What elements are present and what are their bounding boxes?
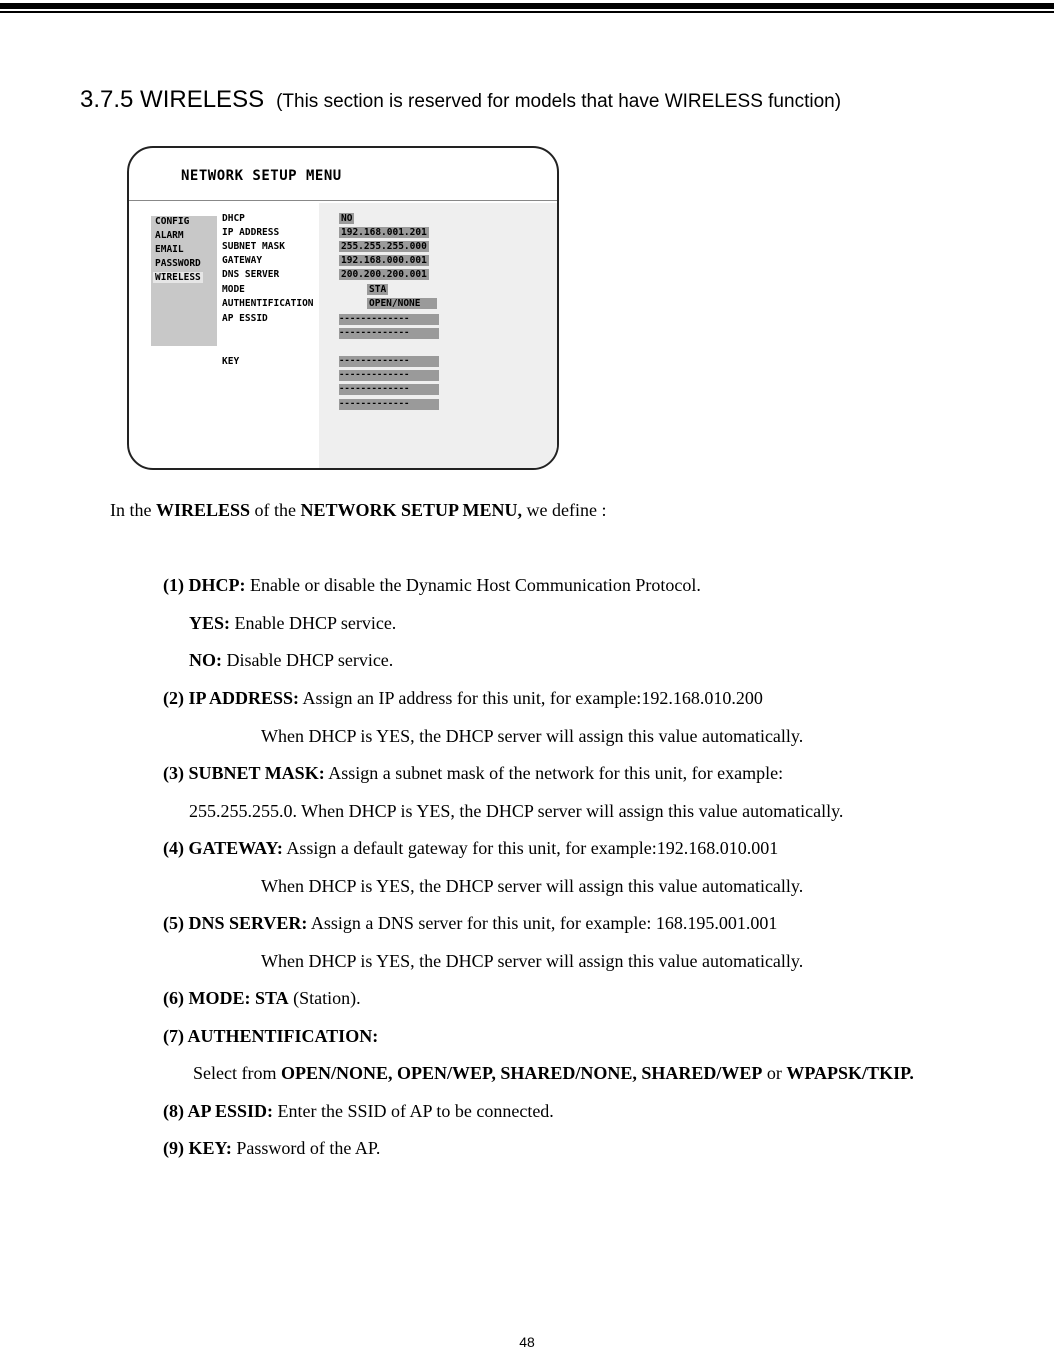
intro-wireless: WIRELESS [155, 500, 251, 520]
label-dhcp: DHCP [222, 213, 245, 224]
item-dns-text: Assign a DNS server for this unit, for example: 168.195.001.001 [307, 913, 778, 933]
label-gateway: GATEWAY [222, 255, 263, 266]
top-rule-thin [0, 11, 1054, 13]
label-mode: MODE [222, 284, 245, 295]
item-essid-label: (8) AP ESSID: [163, 1101, 274, 1121]
item-dhcp-label: (1) DHCP: [163, 575, 246, 595]
value-ip: 192.168.001.201 [341, 227, 427, 238]
value-mode: STA [369, 284, 387, 295]
item-yes [189, 613, 396, 634]
section-note: (This section is reserved for models that have WIRELESS function) [276, 91, 842, 112]
item-yes-label: YES: [189, 613, 231, 633]
item-dns-note: When DHCP is YES, the DHCP server will assign this value automatically. [261, 951, 804, 971]
item-key-text: Password of the AP. [231, 1138, 381, 1158]
intro-suffix: we define : [522, 500, 607, 520]
item-dns-label: (5) DNS SERVER: [163, 913, 308, 933]
item-auth-label: (7) AUTHENTIFICATION: [163, 1026, 379, 1046]
item-dns [163, 913, 777, 934]
item-dhcp-text: Enable or disable the Dynamic Host Communication Protocol. [245, 575, 701, 595]
value-gateway: 192.168.000.001 [341, 255, 427, 266]
essid-field-1: ------------- [339, 314, 439, 325]
intro-paragraph [110, 500, 607, 521]
item-mode-label: (6) MODE: STA [163, 988, 289, 1008]
value-dns: 200.200.200.001 [341, 269, 427, 280]
item-auth-options [193, 1063, 914, 1084]
key-field-3: ------------- [339, 384, 439, 395]
menu-item-password: PASSWORD [155, 258, 201, 269]
item-gateway-label: (4) GATEWAY: [163, 838, 283, 858]
key-field-1: ------------- [339, 356, 439, 367]
value-dhcp: NO [341, 213, 353, 224]
screen-title: NETWORK SETUP MENU [181, 168, 342, 184]
item-mask [163, 763, 783, 784]
auth-options-list: OPEN/NONE, OPEN/WEP, SHARED/NONE, SHARED/WEP [280, 1063, 763, 1083]
item-ip-text: Assign an IP address for this unit, for example:192.168.010.200 [299, 688, 763, 708]
item-ip-note: When DHCP is YES, the DHCP server will assign this value automatically. [261, 726, 804, 746]
page-number: 48 [519, 1334, 535, 1350]
key-field-4: ------------- [339, 399, 439, 410]
auth-option-wpapsk: WPAPSK/TKIP. [786, 1063, 914, 1083]
screen-divider [129, 200, 557, 201]
item-gateway-text: Assign a default gateway for this unit, for example:192.168.010.001 [282, 838, 779, 858]
menu-item-wireless: WIRELESS [155, 272, 201, 283]
section-title: 3.7.5 WIRELESS [80, 86, 265, 113]
item-key-label: (9) KEY: [163, 1138, 232, 1158]
menu-item-config: CONFIG [155, 216, 190, 227]
item-ip [163, 688, 763, 709]
label-essid: AP ESSID [222, 313, 268, 324]
item-mode-text: (Station). [288, 988, 361, 1008]
item-ip-label: (2) IP ADDRESS: [163, 688, 300, 708]
item-essid-text: Enter the SSID of AP to be connected. [273, 1101, 554, 1121]
item-dhcp [163, 575, 701, 596]
item-gateway-note: When DHCP is YES, the DHCP server will assign this value automatically. [261, 876, 804, 896]
label-mask: SUBNET MASK [222, 241, 285, 252]
item-no-label: NO: [189, 650, 222, 670]
label-key: KEY [222, 356, 240, 367]
label-auth: AUTHENTIFICATION [222, 298, 314, 309]
label-dns: DNS SERVER [222, 269, 280, 280]
item-mask-label: (3) SUBNET MASK: [163, 763, 325, 783]
item-mask-text: Assign a subnet mask of the network for this unit, for example: [324, 763, 784, 783]
label-ip: IP ADDRESS [222, 227, 280, 238]
item-no-text: Disable DHCP service. [222, 650, 394, 670]
intro-prefix: In the [110, 500, 156, 520]
item-key [163, 1138, 380, 1159]
essid-field-2: ------------- [339, 328, 439, 339]
auth-select-prefix: Select from [193, 1063, 281, 1083]
value-mask: 255.255.255.000 [341, 241, 427, 252]
intro-mid: of the [250, 500, 301, 520]
menu-item-email: EMAIL [155, 244, 184, 255]
section-heading [80, 86, 841, 114]
top-rule [0, 3, 1054, 9]
intro-menu-name: NETWORK SETUP MENU, [300, 500, 523, 520]
network-setup-screenshot [127, 146, 559, 470]
value-auth: OPEN/NONE [367, 298, 437, 309]
menu-item-alarm: ALARM [155, 230, 184, 241]
item-auth [163, 1026, 378, 1047]
auth-or: or [762, 1063, 787, 1083]
item-essid [163, 1101, 554, 1122]
item-no [189, 650, 393, 671]
key-field-2: ------------- [339, 370, 439, 381]
item-gateway [163, 838, 778, 859]
item-mode [163, 988, 361, 1009]
item-yes-text: Enable DHCP service. [230, 613, 397, 633]
item-mask-note: 255.255.255.0. When DHCP is YES, the DHCP server will assign this value automatically. [189, 801, 844, 821]
